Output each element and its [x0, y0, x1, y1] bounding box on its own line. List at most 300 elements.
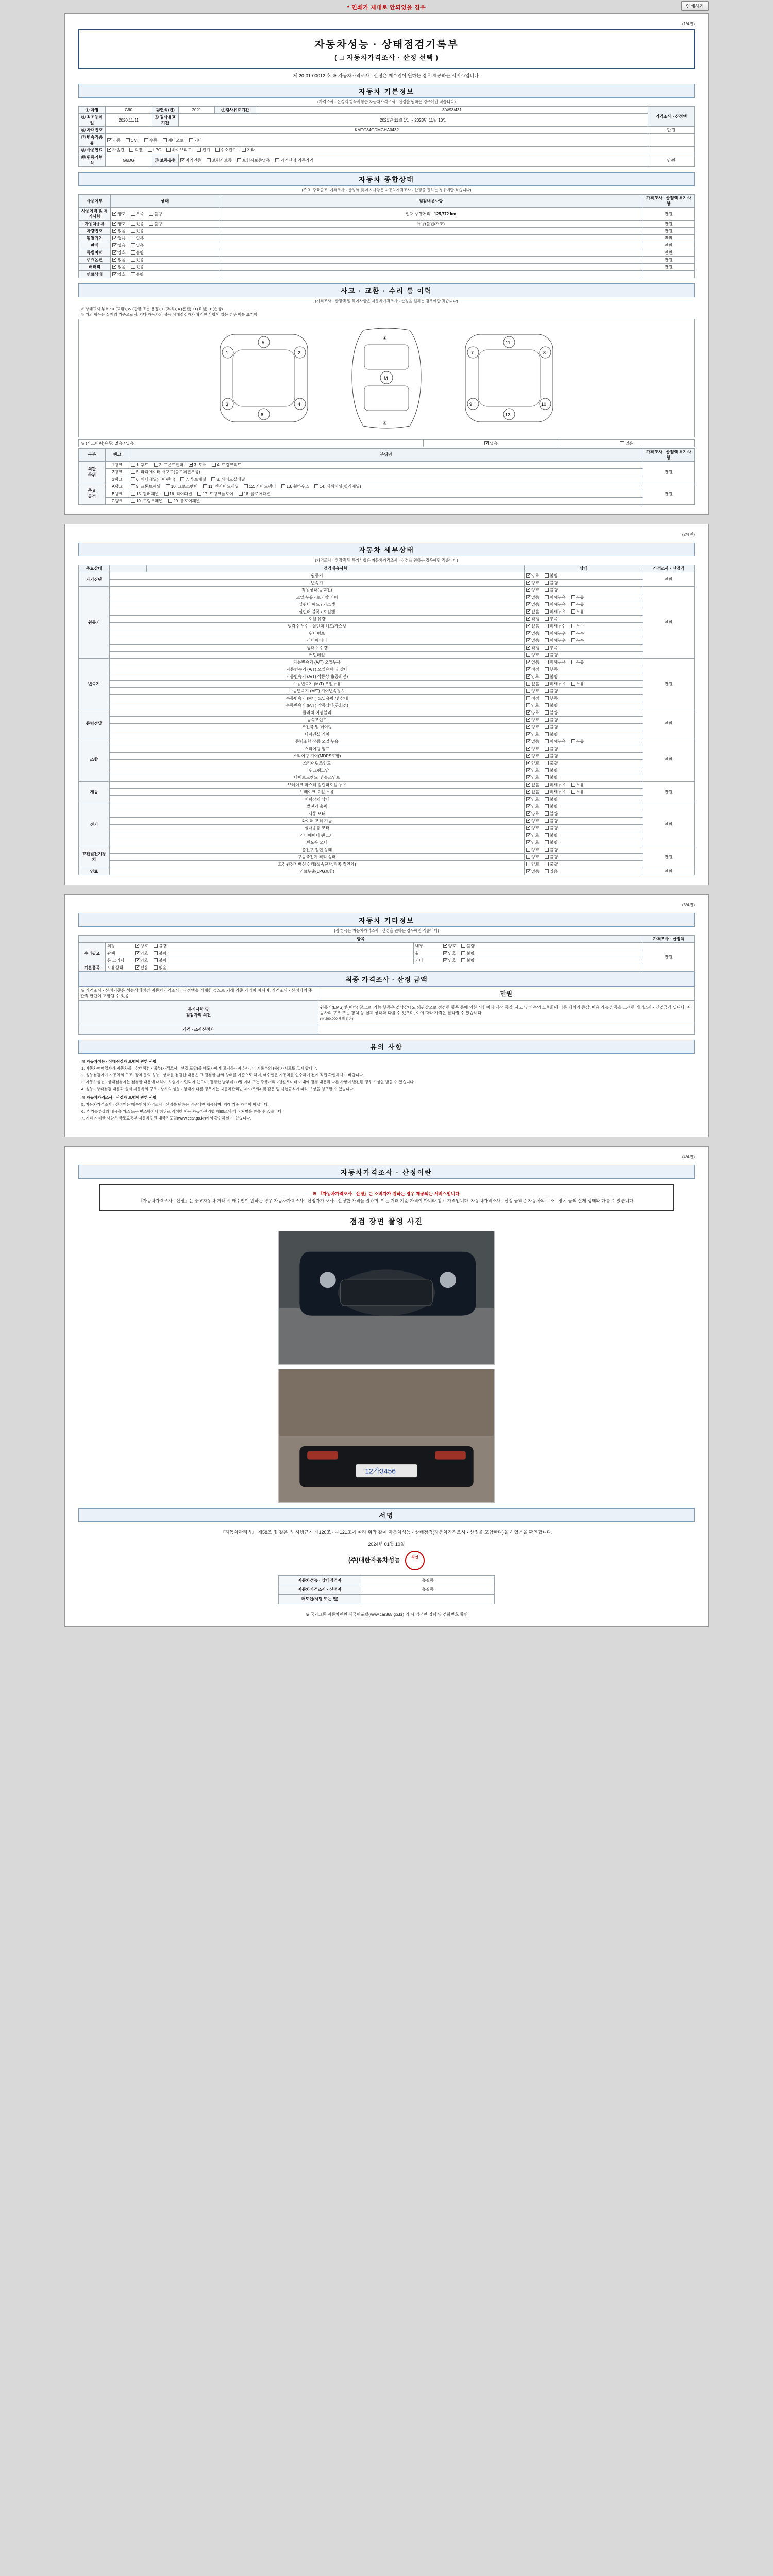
svg-text:①: ①: [383, 335, 387, 341]
detail-item-2-0: 자동변속기 (A/T) 오일누유: [110, 658, 525, 666]
overall-col-state: 상태: [111, 195, 219, 208]
panel-head-area: 구분: [79, 448, 106, 461]
detail-opts-4-3[interactable]: ✔ 양호 불량: [525, 759, 643, 767]
opt-fuel-6[interactable]: 기타: [242, 147, 255, 153]
detail-item-2-4: 수동변속기 (M/T) 기어변속장치: [110, 687, 525, 694]
final-price-table: [78, 987, 695, 1035]
label-transmission: ⑦ 변속기종류: [79, 134, 106, 147]
overall-row-label-7: 배터리: [79, 264, 111, 271]
guarantee-options[interactable]: [179, 154, 648, 167]
detail-item-6-4: 라디에이터 팬 모터: [110, 832, 525, 839]
panel-outer-items-2[interactable]: 5. 라디에이터 서포트(볼트체결부품): [129, 468, 643, 476]
final-price-warn: (※ 200,000 세액 값은): [320, 1016, 354, 1021]
caution-item-0: 1. 자동차매매업자가 자동차를 · 상태점검기록부(가격조사 · 산정 포함)를 매도자에게 고지하여야 하며, 이 기록부의 (外) 가지고로 고지 합니다.: [81, 1066, 317, 1071]
detail-opts-2-4[interactable]: 양호 불량: [525, 687, 643, 694]
detail-item-0-0: 원동기: [110, 572, 525, 579]
other-row-0-left[interactable]: 외장 ✔ 양호 불량: [106, 942, 414, 950]
detail-item-6-1: 시동 모터: [110, 810, 525, 817]
overall-row-label-4: 판매: [79, 242, 111, 249]
overall-extra-4: [219, 242, 643, 249]
caution-head-1: ※ 자동차성능 · 상태점검자 보험에 관한 사항: [81, 1059, 157, 1064]
section-basic-note: (가격조사 · 산정액 항목사항은 자동차가격조사 · 산정을 원하는 경우에만 적습니다): [317, 99, 456, 104]
detail-item-5-2: 배력장치 상태: [110, 795, 525, 803]
detail-item-4-0: 동력조향 작동 오일 누유: [110, 738, 525, 745]
price-explanation-head: ※ 『자동차가격조사 · 산정』은 소비자가 원하는 경우 제공되는 서비스입니다.: [312, 1191, 461, 1196]
panel-outer-label: 외판 부위: [79, 461, 106, 483]
value-vin: KMTG84GDMGHA0432: [106, 127, 648, 134]
top-toolbar: [64, 0, 709, 13]
overall-price-6: 만원: [643, 257, 695, 264]
svg-text:8: 8: [543, 350, 546, 355]
detail-col-3: 상태: [525, 565, 643, 572]
detail-item-1-7: 라디에이터: [110, 637, 525, 644]
signature-company: (주)대한자동차성능: [348, 1556, 400, 1564]
basic-price-value-2: [648, 134, 695, 147]
accident-opt-yes[interactable]: 있음: [559, 439, 695, 447]
basic-price-head: 가격조사 · 산정액: [648, 107, 695, 127]
print-warning-text: * 인쇄가 제대로 안되었을 경우: [347, 5, 426, 11]
caution-item-5: 6. 본 기록부상의 내용을 위조 또는 변조하거나 허위로 작성한 자는 자동차관리법 제80조에 따라 처벌을 받을 수 있습니다.: [81, 1109, 283, 1114]
other-col-price: 가격조사 · 산정액: [643, 935, 695, 942]
detail-item-5-1: 브레이크 오일 누유: [110, 788, 525, 795]
value-reg-period: 2021년 11월 1일 ~ 2023년 11월 10일: [179, 114, 648, 127]
overall-col-use: 사용여부: [79, 195, 111, 208]
detail-group-2: 변속기: [79, 658, 110, 709]
opt-guar-2[interactable]: 보험사보증없음: [237, 158, 270, 163]
detail-opts-3-1[interactable]: ✔ 양호 불량: [525, 716, 643, 723]
overall-price-3: 만원: [643, 235, 695, 242]
overall-row-opts-1[interactable]: ✔ 양호 있음 불량: [111, 221, 219, 228]
detail-opts-4-4[interactable]: ✔ 양호 불량: [525, 767, 643, 774]
detail-group-4: 조향: [79, 738, 110, 781]
detail-item-3-0: 클러치 어셈블리: [110, 709, 525, 716]
detail-opts-1-0[interactable]: ✔ 양호 불량: [525, 586, 643, 594]
overall-extra-6: [219, 257, 643, 264]
detail-item-2-3: 수동변속기 (M/T) 오일누유: [110, 680, 525, 687]
other-basic-opts[interactable]: 보유상태 ✔ 있음 없음: [106, 964, 643, 971]
print-button[interactable]: 인쇄하기: [681, 1, 709, 11]
overall-extra-5: [219, 249, 643, 257]
value-car-name: G80: [106, 107, 152, 114]
detail-item-7-2: 고전원전기배선 상태(접속단자,피복,절연체): [110, 860, 525, 868]
opt-fuel-1[interactable]: 디젤: [129, 147, 142, 153]
detail-item-3-3: 디퍼렌셜 기어: [110, 731, 525, 738]
svg-text:1: 1: [226, 350, 229, 355]
detail-price-2: 만원: [643, 658, 695, 709]
overall-price-5: 만원: [643, 249, 695, 257]
svg-text:9: 9: [469, 401, 473, 407]
detail-item-4-5: 타이로드엔드 및 볼조인트: [110, 774, 525, 781]
svg-text:4: 4: [298, 401, 301, 407]
signature-title: 서명: [78, 1508, 695, 1522]
final-price-left-label: 특기사항 및 점검자의 의견: [79, 1000, 318, 1025]
overall-price-1: 만원: [643, 221, 695, 228]
overall-extra-7: [219, 264, 643, 271]
caution-head-2: ※ 자동차가격조사 · 산정자 보험에 관한 사항: [81, 1095, 157, 1100]
detail-item-2-5: 수동변속기 (M/T) 오일유량 및 상태: [110, 694, 525, 702]
panel-frame-items-3[interactable]: 19. 트렁크패널 20. 플로어패널: [129, 497, 643, 504]
detail-col-2: 점검내용사항: [147, 565, 525, 572]
overall-row-label-2: 차량번호: [79, 228, 111, 235]
overall-row-label-1: 자동차종류: [79, 221, 111, 228]
other-row-0-right[interactable]: 내장 ✔ 양호 불량: [413, 942, 643, 950]
detail-price-6: 만원: [643, 803, 695, 846]
value-year: 2021: [179, 107, 215, 114]
final-price-sub-label: 가격 · 조사산정자: [79, 1025, 318, 1034]
detail-item-0-1: 변속기: [110, 579, 525, 586]
overall-mileage: 현재 주행거리 125,772 km: [219, 208, 643, 221]
accident-legend-line-1: ※ 상태표시 부호 : X (교환), W (판금 또는 용접), C (부식), A (흠집), U (요철), T (손상): [80, 307, 223, 311]
detail-item-1-5: 냉각수 누수 - 실린더 헤드/가스켓: [110, 622, 525, 630]
other-row-2-right[interactable]: 기타 ✔ 양호 불량: [413, 957, 643, 964]
page-mark-2: (2/4면): [682, 532, 695, 537]
overall-price-0: 만원: [643, 208, 695, 221]
overall-row-opts-4[interactable]: ✔ 없음 있음: [111, 242, 219, 249]
sign-row-0-value[interactable]: 홍길동: [361, 1576, 495, 1585]
svg-text:10: 10: [541, 401, 547, 407]
section-overall-title: 자동차 종합상태: [78, 172, 695, 186]
panel-frame-price: 만원: [643, 483, 695, 504]
inspection-photo-1: [278, 1231, 495, 1365]
detail-opts-2-0[interactable]: ✔ 없음 미세누유 누유: [525, 658, 643, 666]
svg-text:M: M: [384, 375, 388, 381]
overall-row-label-3: 휠얼라인: [79, 235, 111, 242]
opt-fuel-3[interactable]: 하이브리드: [166, 147, 192, 153]
svg-text:7: 7: [471, 350, 474, 355]
detail-item-4-4: 파워크랭크암: [110, 767, 525, 774]
detail-opts-1-8[interactable]: ✔ 적정 부족: [525, 644, 643, 651]
photo-section-title: 점검 장면 촬영 사진: [350, 1217, 423, 1226]
section-other-note: (점 항목은 자동차가격조사 · 산정을 원하는 경우에만 적습니다): [334, 928, 439, 933]
detail-state-table: [78, 565, 695, 875]
detail-item-1-8: 냉각수 수량: [110, 644, 525, 651]
detail-opts-0-1[interactable]: ✔ 양호 불량: [525, 579, 643, 586]
price-explanation-body: 『자동차가격조사 · 산정』은 중고자동차 거래 시 매수인이 원하는 경우 자동차가격조사 · 산정자가 조사 · 산정한 가격을 말하며, 이는 거래 기준 가격이 아니라 참고 가격입니다. 자동차가격조사 · 산정 금액은 자동차의 구조 · 장치 등의 실제 상태와 다를 수 있습니다.: [138, 1198, 635, 1204]
final-price-note: ※ 가격조사 · 산정기준은 성능상태점검 자동차가격조사 · 산정액을 기재한 것으로 거래 기준 가격이 아니며, 가격조사 · 산정자의 주관적 판단이 포함될 수 있음: [79, 987, 318, 1000]
signature-date: 2024년 01월 10일: [368, 1541, 405, 1547]
caution-item-2: 3. 자동차성능 · 상태점검자는 점검한 내용에 대하여 보험에 가입되어 있으며, 점검한 날부터 30일 이내 또는 주행거리 2천킬로미터 이내에 점검 내용과 다른 사항이 발견된 경우 보상을 받을 수 있습니다.: [81, 1079, 415, 1084]
detail-opts-0-0[interactable]: ✔ 양호 불량: [525, 572, 643, 579]
page-footer: ※ 국가교통 자동차민원 대국민포털(www.car365.go.kr) 의 시 검색란 입력 및 전화번호 확인: [305, 1612, 468, 1617]
detail-group-6: 전기: [79, 803, 110, 846]
detail-group-5: 제동: [79, 781, 110, 803]
detail-item-4-1: 스티어링 펌프: [110, 745, 525, 752]
section-overall-note: (주요, 주요골조, 가격조사 · 산정액 및 제시사항은 자동차가격조사 · 산정을 원하는 경우에만 적습니다): [301, 188, 472, 192]
panel-frame-items-2[interactable]: 15. 필러패널 16. 리어패널 17. 트렁크플로어 18. 플로어패널: [129, 490, 643, 497]
detail-opts-1-9[interactable]: 양호 불량: [525, 651, 643, 658]
page-mark-4: (4/4면): [682, 1155, 695, 1159]
value-first-reg: 2020.11.11: [106, 114, 152, 127]
panel-outer-rank-3: 3랭크: [106, 476, 129, 483]
detail-opts-7-2[interactable]: 양호 불량: [525, 860, 643, 868]
detail-item-1-1: 오일 누유 - 로커암 커버: [110, 594, 525, 601]
detail-item-1-9: 커먼레일: [110, 651, 525, 658]
section-accident-title: 사고 · 교환 · 수리 등 이력: [78, 283, 695, 297]
accident-opt-none[interactable]: ✔ 없음: [424, 439, 559, 447]
detail-item-8-0: 연료누출(LPG포함): [110, 868, 525, 875]
panel-head-items: 부위명: [129, 448, 643, 461]
detail-opts-4-5[interactable]: ✔ 양호 불량: [525, 774, 643, 781]
detail-opts-8-0[interactable]: ✔ 없음 있음: [525, 868, 643, 875]
label-vin: ⑥ 차대번호: [79, 127, 106, 134]
detail-opts-4-2[interactable]: ✔ 양호 불량: [525, 752, 643, 759]
opt-guar-0[interactable]: ✔ 자기인증: [180, 158, 201, 163]
overall-extra-8: [219, 271, 643, 278]
detail-item-6-0: 발전기 출력: [110, 803, 525, 810]
overall-row-opts-5[interactable]: ✔ 양호 불량: [111, 249, 219, 257]
detail-group-1: 원동기: [79, 586, 110, 658]
other-row-2-left[interactable]: 룸 크리닝 ✔ 양호 불량: [106, 957, 414, 964]
detail-item-6-3: 실내송풍 모터: [110, 824, 525, 832]
value-engine: G6DG: [106, 154, 152, 167]
opt-trans-4[interactable]: 기타: [189, 138, 202, 143]
detail-opts-1-3[interactable]: ✔ 없음 미세누유 누유: [525, 608, 643, 615]
detail-item-1-4: 오일 유량: [110, 615, 525, 622]
detail-opts-5-1[interactable]: ✔ 없음 미세누유 누유: [525, 788, 643, 795]
signature-legal-text: 『자동차관리법』 제58조 및 같은 법 시행규칙 제120조 · 제121조에 따라 위와 같이 자동차성능 · 상태점검(자동차가격조사 · 산정을 포함한다)을 하였음을 확인합니다.: [220, 1529, 553, 1535]
label-engine: ⑩ 원동기형식: [79, 154, 106, 167]
value-inspection: 3/4/93/431: [256, 107, 648, 114]
detail-item-7-1: 구동축전지 격리 상태: [110, 853, 525, 860]
detail-opts-1-4[interactable]: ✔ 적정 부족: [525, 615, 643, 622]
panel-head-price: 가격조사 · 산정액 특기사항: [643, 448, 695, 461]
sign-row-1-key: 자동차가격조사 · 산정자: [279, 1585, 361, 1595]
svg-text:5: 5: [262, 340, 265, 345]
svg-text:④: ④: [383, 420, 387, 426]
detail-opts-6-4[interactable]: ✔ 양호 불량: [525, 832, 643, 839]
price-explanation-box: [99, 1184, 674, 1211]
detail-item-2-2: 자동변속기 (A/T) 작동상태(공회전): [110, 673, 525, 680]
section-detail-title: 자동차 세부상태: [78, 543, 695, 556]
detail-item-4-2: 스티어링 기어(MDPS포함): [110, 752, 525, 759]
detail-opts-6-1[interactable]: ✔ 양호 불량: [525, 810, 643, 817]
basic-info-table: [78, 106, 695, 167]
detail-price-5: 만원: [643, 781, 695, 803]
overall-row-opts-6[interactable]: ✔ 없음 있음: [111, 257, 219, 264]
overall-row-label-5: 특별이력: [79, 249, 111, 257]
section-detail-note: (가격조사 · 산정액 및 특기사항은 자동차가격조사 · 산정을 원하는 경우에만 적습니다): [315, 557, 458, 563]
opt-fuel-5[interactable]: 수소전기: [215, 147, 237, 153]
detail-opts-6-2[interactable]: ✔ 양호 불량: [525, 817, 643, 824]
detail-group-7: 고전원전기장치: [79, 846, 110, 868]
detail-opts-7-1[interactable]: 양호 불량: [525, 853, 643, 860]
page-3: [64, 894, 709, 1137]
basic-price-value-3: [648, 147, 695, 154]
car-damage-diagram[interactable]: [78, 319, 695, 437]
detail-opts-2-5[interactable]: 적정 부족: [525, 694, 643, 702]
detail-item-7-0: 충전구 절연 상태: [110, 846, 525, 853]
cautions-title: 유의 사항: [78, 1040, 695, 1054]
detail-opts-3-0[interactable]: ✔ 양호 불량: [525, 709, 643, 716]
panel-head-rank: 랭크: [106, 448, 129, 461]
detail-opts-2-3[interactable]: 없음 미세누유 누유: [525, 680, 643, 687]
detail-opts-2-1[interactable]: ✔ 적정 부족: [525, 666, 643, 673]
detail-price-3: 만원: [643, 709, 695, 738]
detail-opts-5-0[interactable]: ✔ 없음 미세누유 누유: [525, 781, 643, 788]
detail-item-2-1: 자동변속기 (A/T) 오일유량 및 상태: [110, 666, 525, 673]
car-diagram-right-view: [450, 327, 568, 430]
label-first-reg: ④ 최초등록일: [79, 114, 106, 127]
accident-legend-text: ※ (사고이력)유무: 없음 / 있음: [80, 440, 134, 446]
detail-item-6-2: 와이퍼 모터 기능: [110, 817, 525, 824]
page-1: [64, 13, 709, 515]
detail-opts-3-3[interactable]: ✔ 양호 불량: [525, 731, 643, 738]
detail-item-4-3: 스티어링조인트: [110, 759, 525, 767]
basic-price-value-1: 만원: [648, 127, 695, 134]
opt-fuel-2[interactable]: LPG: [148, 148, 161, 152]
opt-fuel-0[interactable]: ✔ 가솔린: [107, 147, 124, 153]
overall-extra-2: [219, 228, 643, 235]
other-price-cell: 만원: [643, 942, 695, 971]
detail-item-6-5: 윈도우 모터: [110, 839, 525, 846]
opt-trans-0[interactable]: ✔자동: [107, 138, 120, 143]
page-4: [64, 1146, 709, 1627]
overall-price-7: 만원: [643, 264, 695, 271]
detail-col-4: 가격조사 · 산정액: [643, 565, 695, 572]
page-title: 자동차성능 · 상태점검기록부: [314, 39, 459, 50]
basic-price-value-4: 만원: [648, 154, 695, 167]
detail-item-1-2: 실린더 헤드 / 가스켓: [110, 601, 525, 608]
detail-item-1-6: 워터펌프: [110, 630, 525, 637]
overall-row-opts-0[interactable]: ✔양호 부족 불량: [111, 208, 219, 221]
final-price-unit: 만원: [318, 987, 694, 1000]
opt-guar-1[interactable]: 보험사보증: [207, 158, 232, 163]
overall-price-2: 만원: [643, 228, 695, 235]
detail-opts-1-7[interactable]: ✔ 없음 미세누수 누수: [525, 637, 643, 644]
detail-opts-4-0[interactable]: ✔ 없음 미세누유 누유: [525, 738, 643, 745]
detail-opts-2-2[interactable]: ✔ 양호 불량: [525, 673, 643, 680]
opt-trans-3[interactable]: 세미오토: [163, 138, 184, 143]
detail-group-8: 연료: [79, 868, 110, 875]
detail-item-3-2: 추진축 및 베어링: [110, 723, 525, 731]
final-price-body: 원동기(EMS)및(이하) 참고로, 가능 부품은 정상상태도 외관상으로 점검한 항목 등에 의한 사항이나 제작 품질, 사고 및 파손의 노후화에 따른 가치의 증감, 이용 가능성 등을 고려한 가격조사 · 산정금액 입니다. 자동차의 구조 또는 장치 등 실제 상태와 다를 수 있으며, 이에 따라 가격은 달라질 수 있습니다. (※ 200,000 세액 값은): [318, 1000, 694, 1025]
overall-col-check: 점검내용사항: [219, 195, 643, 208]
panel-outer-rank-1: 1랭크: [106, 461, 129, 468]
inspection-photo-2: [278, 1369, 495, 1503]
svg-text:11: 11: [506, 340, 511, 345]
detail-price-0: 만원: [643, 572, 695, 586]
detail-opts-1-1[interactable]: ✔ 없음 미세누유 누유: [525, 594, 643, 601]
opt-trans-2[interactable]: 수동: [144, 138, 157, 143]
other-group-repair: 수리필요: [79, 942, 106, 964]
page-2: [64, 524, 709, 885]
overall-row-opts-8[interactable]: ✔ 양호 불량: [111, 271, 219, 278]
label-reg-period: ⑤ 검사유효기간: [152, 114, 179, 127]
sign-row-0-key: 자동차성능 · 상태점검자: [279, 1576, 361, 1585]
signature-table: [278, 1575, 495, 1604]
overall-row-opts-2[interactable]: ✔ 없음 있음: [111, 228, 219, 235]
caution-item-4: 5. 자동차가격조사 · 산정액은 매수인이 가격조사 · 산정을 원하는 경우에만 제공되며, 거래 기준 가격이 아닙니다.: [81, 1102, 269, 1107]
detail-opts-5-2[interactable]: ✔ 양호 불량: [525, 795, 643, 803]
svg-text:12: 12: [505, 412, 511, 417]
other-row-1-right[interactable]: 휠 ✔ 양호 불량: [413, 950, 643, 957]
opt-trans-1[interactable]: CVT: [126, 138, 139, 143]
detail-opts-6-5[interactable]: ✔ 양호 불량: [525, 839, 643, 846]
document-number-line: 제 20-01-00012 호 ※ 자동차가격조사 · 산정은 매수인이 원하는 경우 제공하는 서비스입니다.: [293, 73, 480, 78]
sign-row-2-key: 매도인(서명 또는 인): [279, 1595, 361, 1604]
fuel-options[interactable]: [106, 147, 648, 154]
overall-price-8: [643, 271, 695, 278]
final-price-sub-value: [318, 1025, 694, 1034]
detail-price-1: 만원: [643, 586, 695, 658]
panel-frame-items-1[interactable]: 9. 프론트패널 10. 크로스멤버 11. 인사이드패널 12. 사이드멤버 13. 휠하우스 14. 대쉬패널(필러패널): [129, 483, 643, 490]
section-basic-title: 자동차 기본정보: [78, 84, 695, 98]
caution-item-6: 7. 기타 자세한 사항은 국토교통부 자동차민원 대국민포털(www.ecar.go.kr)에서 확인하실 수 있습니다.: [81, 1115, 251, 1121]
detail-opts-1-5[interactable]: ✔ 없음 미세누수 누수: [525, 622, 643, 630]
detail-opts-4-1[interactable]: ✔ 양호 불량: [525, 745, 643, 752]
detail-opts-1-2[interactable]: ✔ 없음 미세누유 누유: [525, 601, 643, 608]
detail-item-1-0: 작동상태(공회전): [110, 586, 525, 594]
detail-opts-3-2[interactable]: ✔ 양호 불량: [525, 723, 643, 731]
cautions-body: [78, 1054, 695, 1127]
sign-row-1-value[interactable]: 홍길동: [361, 1585, 495, 1595]
transmission-options[interactable]: [106, 134, 648, 147]
panel-outer-price: 만원: [643, 461, 695, 483]
label-year: ②연식(년): [152, 107, 179, 114]
detail-opts-1-6[interactable]: ✔ 없음 미세누수 누수: [525, 630, 643, 637]
overall-price-4: 만원: [643, 242, 695, 249]
overall-row-opts-7[interactable]: ✔ 없음 있음: [111, 264, 219, 271]
signature-area: [78, 1525, 695, 1604]
panel-frame-label: 주요 골격: [79, 483, 106, 504]
detail-price-7: 만원: [643, 846, 695, 868]
detail-opts-6-0[interactable]: ✔ 양호 불량: [525, 803, 643, 810]
detail-item-5-0: 브레이크 마스터 실린더오일 누유: [110, 781, 525, 788]
car-diagram-top-view: [332, 324, 441, 432]
panel-outer-items-1[interactable]: 1. 후드 2. 프론트펜더 ✔ 3. 도어 4. 트렁크리드: [129, 461, 643, 468]
opt-fuel-4[interactable]: 전기: [197, 147, 210, 153]
detail-col-1b: [110, 565, 147, 572]
toolbar-buttons: [681, 1, 709, 11]
detail-col-1: 주요상태: [79, 565, 110, 572]
other-group-basic: 기본품목: [79, 964, 106, 971]
detail-item-1-3: 실린더 블록 / 오일팬: [110, 608, 525, 615]
overall-row-label-8: 연료상태: [79, 271, 111, 278]
caution-item-1: 2. 성능점검자가 자동차의 구조, 장치 등의 성능 · 상태를 점검한 내용은 그 점검한 날의 상태를 기준으로 하며, 매수인은 자동차를 인수하기 전에 직접 확인하시기 바랍니다.: [81, 1073, 364, 1078]
label-inspection: ③검사유효기간: [215, 107, 256, 114]
svg-text:2: 2: [298, 350, 301, 355]
accident-summary-table: [78, 439, 695, 447]
detail-group-3: 동력전달: [79, 709, 110, 738]
opt-guar-3[interactable]: 가격산정 기준가격: [275, 158, 313, 163]
page-mark-3: (3/4면): [682, 902, 695, 907]
detail-item-3-1: 등속조인트: [110, 716, 525, 723]
sign-row-2-value[interactable]: [361, 1595, 495, 1604]
accident-legend-line-2: ※ 위의 항목은 실제의 기준으로서, 기타 자동차의 성능·상태점검자가 확인한 사항이 있는 경우 이를 표기함.: [80, 312, 259, 317]
detail-price-4: 만원: [643, 738, 695, 781]
overall-row-opts-3[interactable]: ✔ 없음 있음: [111, 235, 219, 242]
detail-opts-7-0[interactable]: 양호 불량: [525, 846, 643, 853]
panel-outer-items-3[interactable]: 6. 쿼터패널(리어펜더) 7. 루프패널 8. 사이드실패널: [129, 476, 643, 483]
other-col-head: 항목: [79, 935, 643, 942]
label-car-name: ① 차명: [79, 107, 106, 114]
final-price-title: 최종 가격조사 · 산정 금액: [78, 972, 695, 987]
svg-text:6: 6: [261, 412, 264, 417]
page-mark-1: (1/4면): [682, 22, 695, 26]
overall-row-label-0: 사용이력 및 특기사항: [79, 208, 111, 221]
other-row-1-left[interactable]: 광택 ✔ 양호 불량: [106, 950, 414, 957]
page-subtitle: ( □ 자동차가격조사 · 산정 선택 ): [334, 54, 439, 61]
section-accident-note: (가격조사 · 산정액 및 특기사항은 자동차가격조사 · 산정을 원하는 경우에만 적습니다): [315, 299, 458, 303]
panel-outer-rank-2: 2랭크: [106, 468, 129, 476]
accident-legend-row: [79, 439, 424, 447]
caution-item-3: 4. 성능 · 상태점검 내용과 실제 자동차의 구조 · 장치의 성능 · 상태가 다른 경우에는 자동차관리법 제58조의4 및 같은 법 시행규칙에 따라 보상을 청구할 수 있습니다.: [81, 1086, 355, 1091]
detail-opts-2-6[interactable]: 양호 불량: [525, 702, 643, 709]
panel-frame-rank-3: C랭크: [106, 497, 129, 504]
detail-opts-6-3[interactable]: ✔ 양호 불량: [525, 824, 643, 832]
panel-frame-rank-1: A랭크: [106, 483, 129, 490]
detail-item-2-6: 수동변속기 (M/T) 작동상태(공회전): [110, 702, 525, 709]
